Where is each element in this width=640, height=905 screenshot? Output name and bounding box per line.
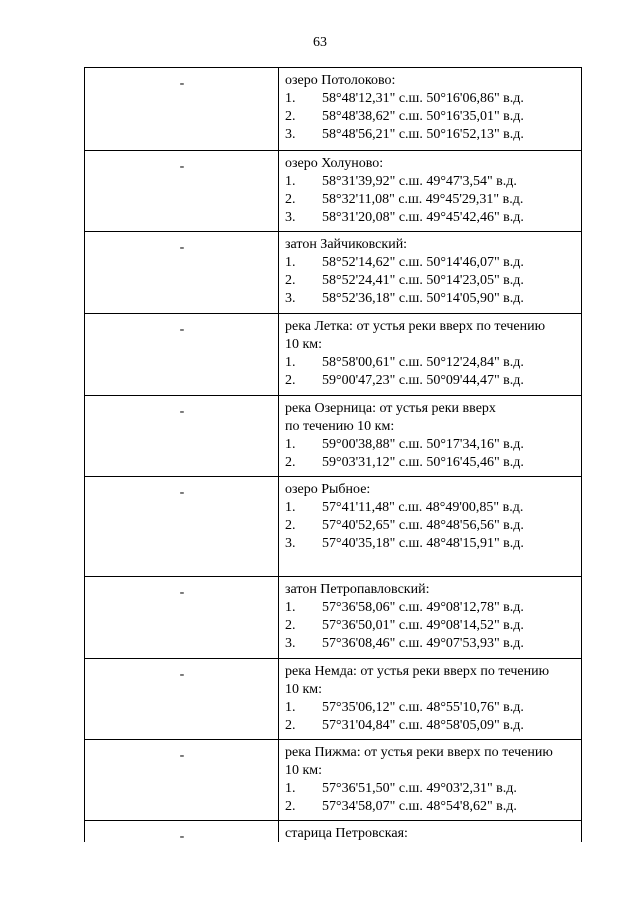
- row-marker: -: [179, 829, 185, 844]
- coordinate-line: [285, 126, 577, 144]
- coordinate-line: [285, 254, 577, 272]
- point-number: 2.: [285, 192, 296, 207]
- coordinate-line: [285, 499, 577, 517]
- water-body-title-continued: 10 км:: [285, 682, 323, 697]
- coordinate-line: [285, 290, 577, 308]
- row-marker: -: [179, 585, 185, 600]
- coordinate-value: 58°48'38,62" с.ш. 50°16'35,01" в.д.: [322, 109, 524, 124]
- coordinate-value: 58°52'24,41" с.ш. 50°14'23,05" в.д.: [322, 273, 524, 288]
- coordinate-line: [285, 635, 577, 653]
- content-cell: [285, 236, 577, 308]
- water-body-title: река Летка: от устья реки вверх по течению: [285, 319, 546, 334]
- content-cell: [285, 481, 577, 553]
- coordinate-value: 57°36'58,06" с.ш. 49°08'12,78" в.д.: [322, 600, 524, 615]
- marker-cell: [85, 232, 279, 313]
- point-number: 1.: [285, 174, 296, 189]
- coordinate-value: 59°00'47,23" с.ш. 50°09'44,47" в.д.: [322, 373, 524, 388]
- point-number: 2.: [285, 518, 296, 533]
- row-marker: -: [179, 322, 185, 337]
- point-number: 2.: [285, 273, 296, 288]
- point-number: 2.: [285, 373, 296, 388]
- coordinate-line: [285, 717, 577, 735]
- point-number: 2.: [285, 718, 296, 733]
- point-number: 1.: [285, 91, 296, 106]
- coordinate-value: 57°40'35,18" с.ш. 48°48'15,91" в.д.: [322, 536, 524, 551]
- content-cell: [285, 155, 577, 227]
- coordinate-value: 58°31'20,08" с.ш. 49°45'42,46" в.д.: [322, 210, 524, 225]
- water-body-title: озеро Потолоково:: [285, 73, 396, 88]
- marker-cell: [85, 477, 279, 576]
- point-number: 1.: [285, 500, 296, 515]
- coordinate-line: [285, 354, 577, 372]
- row-marker: -: [179, 748, 185, 763]
- point-number: 1.: [285, 437, 296, 452]
- point-number: 2.: [285, 455, 296, 470]
- point-number: 1.: [285, 355, 296, 370]
- coordinate-line: [285, 617, 577, 635]
- marker-cell: [85, 68, 279, 150]
- coordinates-table: [84, 67, 582, 842]
- coordinate-line: [285, 90, 577, 108]
- coordinate-line: [285, 272, 577, 290]
- marker-cell: [85, 740, 279, 820]
- table-row: [85, 231, 581, 313]
- point-number: 3.: [285, 636, 296, 651]
- coordinate-value: 58°48'12,31" с.ш. 50°16'06,86" в.д.: [322, 91, 524, 106]
- coordinate-line: [285, 517, 577, 535]
- point-number: 1.: [285, 781, 296, 796]
- coordinate-line: [285, 108, 577, 126]
- coordinate-line: [285, 699, 577, 717]
- coordinate-value: 57°35'06,12" с.ш. 48°55'10,76" в.д.: [322, 700, 524, 715]
- coordinate-line: [285, 535, 577, 553]
- coordinate-line: [285, 599, 577, 617]
- coordinate-value: 59°03'31,12" с.ш. 50°16'45,46" в.д.: [322, 455, 524, 470]
- content-cell: [285, 663, 577, 735]
- content-cell: [285, 744, 577, 816]
- water-body-title: затон Петропавловский:: [285, 582, 430, 597]
- page-number: 63: [313, 35, 327, 50]
- content-cell: [285, 581, 577, 653]
- marker-cell: [85, 577, 279, 658]
- table-row: [85, 576, 581, 658]
- marker-cell: [85, 151, 279, 231]
- point-number: 2.: [285, 109, 296, 124]
- row-marker: -: [179, 240, 185, 255]
- point-number: 1.: [285, 700, 296, 715]
- water-body-title: затон Зайчиковский:: [285, 237, 408, 252]
- coordinate-value: 58°58'00,61" с.ш. 50°12'24,84" в.д.: [322, 355, 524, 370]
- row-marker: -: [179, 404, 185, 419]
- table-row: [85, 395, 581, 476]
- coordinate-value: 57°36'08,46" с.ш. 49°07'53,93" в.д.: [322, 636, 524, 651]
- coordinate-line: [285, 209, 577, 227]
- coordinate-value: 57°41'11,48" с.ш. 48°49'00,85" в.д.: [322, 500, 524, 515]
- coordinate-value: 57°36'51,50" с.ш. 49°03'2,31" в.д.: [322, 781, 517, 796]
- coordinate-line: [285, 372, 577, 390]
- coordinate-line: [285, 454, 577, 472]
- point-number: 3.: [285, 127, 296, 142]
- water-body-title: озеро Холуново:: [285, 156, 384, 171]
- water-body-title: река Пижма: от устья реки вверх по течению: [285, 745, 553, 760]
- coordinate-value: 57°31'04,84" с.ш. 48°58'05,09" в.д.: [322, 718, 524, 733]
- water-body-title: река Озерница: от устья реки вверх: [285, 401, 496, 416]
- point-number: 3.: [285, 210, 296, 225]
- water-body-title: старица Петровская:: [285, 826, 408, 841]
- point-number: 1.: [285, 600, 296, 615]
- coordinate-value: 59°00'38,88" с.ш. 50°17'34,16" в.д.: [322, 437, 524, 452]
- row-marker: -: [179, 76, 185, 91]
- row-marker: -: [179, 159, 185, 174]
- point-number: 3.: [285, 536, 296, 551]
- marker-cell: [85, 659, 279, 739]
- coordinate-value: 57°40'52,65" с.ш. 48°48'56,56" в.д.: [322, 518, 524, 533]
- table-row: [85, 820, 581, 842]
- table-row: [85, 68, 581, 150]
- row-marker: -: [179, 485, 185, 500]
- marker-cell: [85, 314, 279, 395]
- coordinate-value: 58°31'39,92" с.ш. 49°47'3,54" в.д.: [322, 174, 517, 189]
- point-number: 1.: [285, 255, 296, 270]
- coordinate-line: [285, 798, 577, 816]
- table-row: [85, 658, 581, 739]
- coordinate-value: 58°52'36,18" с.ш. 50°14'05,90" в.д.: [322, 291, 524, 306]
- row-marker: -: [179, 667, 185, 682]
- water-body-title: озеро Рыбное:: [285, 482, 371, 497]
- point-number: 3.: [285, 291, 296, 306]
- water-body-title-continued: 10 км:: [285, 763, 323, 778]
- content-cell: [285, 72, 577, 144]
- point-number: 2.: [285, 799, 296, 814]
- water-body-title-continued: по течению 10 км:: [285, 419, 395, 434]
- coordinate-value: 58°52'14,62" с.ш. 50°14'46,07" в.д.: [322, 255, 524, 270]
- table-row: [85, 150, 581, 231]
- marker-cell: [85, 821, 279, 842]
- coordinate-line: [285, 436, 577, 454]
- coordinate-value: 57°36'50,01" с.ш. 49°08'14,52" в.д.: [322, 618, 524, 633]
- content-cell: [285, 318, 577, 390]
- content-cell: [285, 825, 577, 843]
- table-row: [85, 313, 581, 395]
- coordinate-line: [285, 173, 577, 191]
- coordinate-value: 58°32'11,08" с.ш. 49°45'29,31" в.д.: [322, 192, 524, 207]
- marker-cell: [85, 396, 279, 476]
- coordinate-value: 57°34'58,07" с.ш. 48°54'8,62" в.д.: [322, 799, 517, 814]
- table-row: [85, 476, 581, 576]
- coordinate-value: 58°48'56,21" с.ш. 50°16'52,13" в.д.: [322, 127, 524, 142]
- point-number: 2.: [285, 618, 296, 633]
- coordinate-line: [285, 780, 577, 798]
- water-body-title: река Немда: от устья реки вверх по течению: [285, 664, 550, 679]
- water-body-title-continued: 10 км:: [285, 337, 323, 352]
- content-cell: [285, 400, 577, 472]
- table-row: [85, 739, 581, 820]
- coordinate-line: [285, 191, 577, 209]
